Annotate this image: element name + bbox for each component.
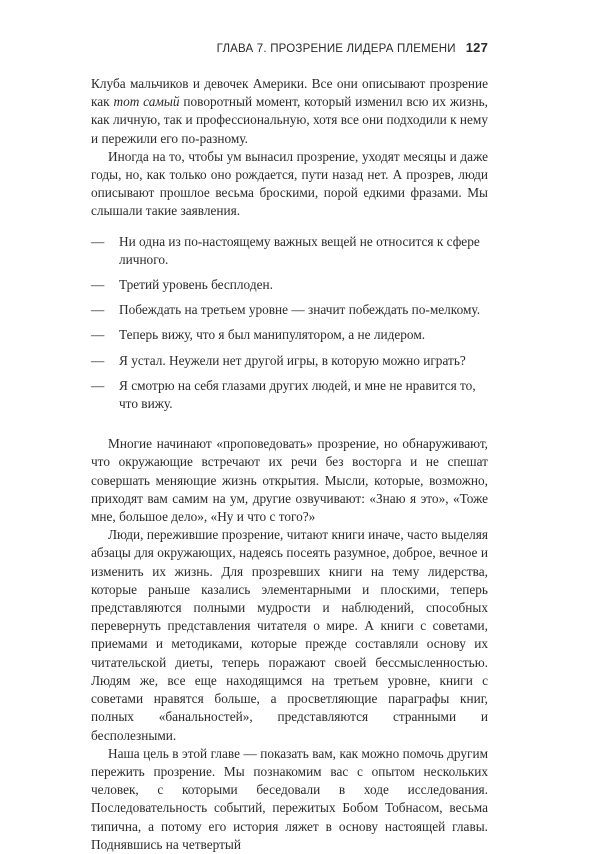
paragraph-1: Клуба мальчиков и девочек Америки. Все они описывают прозрение как тот самый поворотный момент, который изменил всю их жизнь, как личную, так и профессиональную, хотя все они подходили к нему и пережили его по-разному. xyxy=(91,76,488,146)
dash-marker: — xyxy=(91,302,105,318)
emphasis-text: тот самый xyxy=(113,94,180,110)
paragraph-5: Наша цель в этой главе — показать вам, как можно помочь другим пережить прозрение. Мы познакомим вас с опытом нескольких человек, с которыми беседовали в ходе исследования. Последовательность событий, пережитых Бобом Тобнасом, весьма типична, а потому его история ляжет в основу настоящей главы. Поднявшись на четвертый xyxy=(91,745,488,852)
quote-item: — Я смотрю на себя глазами других людей, и мне не нравится то, что вижу. xyxy=(91,377,476,412)
quote-item: — Теперь вижу, что я был манипулятором, а не лидером. xyxy=(91,326,488,344)
dash-marker: — xyxy=(91,233,105,249)
running-header xyxy=(217,40,488,55)
page-number: 127 xyxy=(465,40,488,55)
dash-marker: — xyxy=(91,327,105,343)
quote-list xyxy=(91,233,488,414)
dash-marker: — xyxy=(91,377,105,393)
quote-item: — Побеждать на третьем уровне — значит побеждать по-мелкому. xyxy=(91,301,488,319)
quote-item: — Третий уровень бесплоден. xyxy=(91,276,488,294)
paragraph-4: Люди, пережившие прозрение, читают книги иначе, часто выделяя абзацы для окружающих, надеясь посеять разумное, доброе, вечное и изменить их жизнь. Для прозревших книги на тему лидерства, которые раньше казались элементарными и плоскими, теперь представляются полными мудрости и наблюдений, способных перевернуть представления читателя о мире. А книги с советами, приемами и методиками, которые прежде составляли основу их читательской диеты, теперь поражают своей бессмысленностью. Людям же, все еще находящимся на третьем уровне, книги с советами нравятся больше, а просветляющие параграфы книг, полных «банальностей», представляются странными и бесполезными. xyxy=(91,527,488,743)
paragraph-3: Многие начинают «проповедовать» прозрение, но обнаруживают, что окружающие встречают их речи без восторга и не спешат совершать меняющие жизнь открытия. Мысли, которые, возможно, приходят вам самим на ум, другие озвучивают: «Знаю я это», «Тоже мне, большое дело», «Ну и что с того?» xyxy=(91,436,488,525)
paragraph-2: Иногда на то, чтобы ум вынасил прозрение, уходят месяцы и даже годы, но, как только оно рождается, пути назад нет. А прозрев, люди описывают прошлое весьма броскими, порой едкими фразами. Мы слышали такие заявления. xyxy=(91,148,488,219)
dash-marker: — xyxy=(91,352,105,368)
dash-marker: — xyxy=(91,277,105,293)
quote-item: — Ни одна из по-настоящему важных вещей не относится к сфере личного. xyxy=(91,233,480,267)
quote-item: — Я устал. Неужели нет другой игры, в которую можно играть? xyxy=(91,352,488,370)
page-body xyxy=(91,75,488,854)
chapter-title: ГЛАВА 7. ПРОЗРЕНИЕ ЛИДЕРА ПЛЕМЕНИ xyxy=(216,43,456,55)
